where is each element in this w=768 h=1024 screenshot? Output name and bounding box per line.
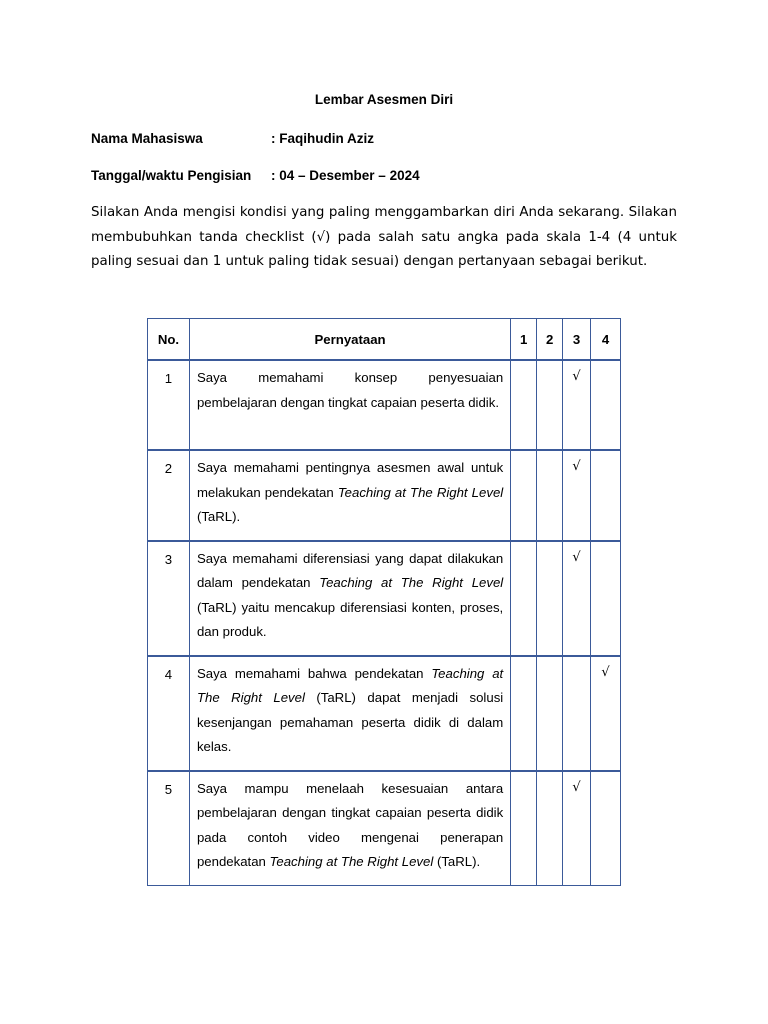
statement-fragment: Saya memahami bahwa pendekatan xyxy=(196,665,432,681)
table-row xyxy=(148,771,621,886)
check-mark-icon: √ xyxy=(572,369,581,384)
score-cell-2[interactable] xyxy=(537,656,563,771)
row-statement xyxy=(189,450,510,541)
statement-text xyxy=(190,772,510,885)
student-name-label: Nama Mahasiswa xyxy=(91,131,203,146)
statement-fragment: (TaRL) yaitu mencakup diferensiasi konten, proses, dan produk. xyxy=(196,599,504,639)
statement-text xyxy=(190,361,510,425)
row-statement xyxy=(189,771,510,886)
header-no: No. xyxy=(148,319,190,361)
row-statement xyxy=(189,360,510,450)
check-mark-icon: √ xyxy=(601,664,610,680)
score-cell-2[interactable] xyxy=(537,450,563,541)
instructions-paragraph: Silakan Anda mengisi kondisi yang paling menggambarkan diri Anda sekarang. Silakan membubuhkan tanda checklist (√) pada salah satu angka pada skala 1-4 (4 untuk paling sesuai dan 1 untuk paling tidak sesuai) dengan pertanyaan sebagai berikut. xyxy=(91,205,677,269)
score-cell-3[interactable] xyxy=(563,360,591,450)
statement-text xyxy=(190,451,510,540)
score-cell-1[interactable] xyxy=(511,656,537,771)
row-number: 2 xyxy=(148,450,190,541)
statement-italic-term: Teaching at The Right Level xyxy=(337,484,504,500)
score-cell-4[interactable] xyxy=(591,360,621,450)
statement-fragment: Saya memahami diferensiasi yang dapat dilakukan dalam pendekatan xyxy=(196,550,504,590)
row-statement xyxy=(189,541,510,656)
score-cell-3[interactable] xyxy=(563,450,591,541)
row-number: 1 xyxy=(148,360,190,450)
row-number: 5 xyxy=(148,771,190,886)
statement-text xyxy=(190,657,510,770)
table-row xyxy=(148,450,621,541)
student-name-row xyxy=(91,131,374,146)
score-cell-4[interactable] xyxy=(591,541,621,656)
statement-fragment: (TaRL) dapat menjadi solusi kesenjangan pemahaman peserta didik di dalam kelas. xyxy=(196,690,504,754)
table-body xyxy=(148,360,621,885)
statement-fragment: (TaRL). xyxy=(196,509,241,524)
score-cell-2[interactable] xyxy=(537,771,563,886)
score-cell-3[interactable] xyxy=(563,771,591,886)
student-name-value: : Faqihudin Aziz xyxy=(271,131,374,146)
score-cell-1[interactable] xyxy=(511,541,537,656)
statement-fragment: Saya mampu menelaah kesesuaian antara pembelajaran dengan tingkat capaian peserta didik pada contoh video mengenai penerapan pendekatan xyxy=(196,780,504,869)
table-header-row xyxy=(148,319,621,361)
score-cell-1[interactable] xyxy=(511,360,537,450)
statement-italic-term: Teaching at The Right Level xyxy=(196,665,504,705)
score-cell-2[interactable] xyxy=(537,360,563,450)
statement-italic-term: Teaching at The Right Level xyxy=(269,854,434,869)
statement-fragment: Saya memahami pentingnya asesmen awal untuk melakukan pendekatan xyxy=(196,460,504,500)
score-cell-3[interactable] xyxy=(563,656,591,771)
header-scale-2: 2 xyxy=(537,319,563,361)
header-scale-1: 1 xyxy=(511,319,537,361)
score-cell-4[interactable] xyxy=(591,450,621,541)
score-cell-4[interactable] xyxy=(591,771,621,886)
row-statement xyxy=(189,656,510,771)
check-mark-icon: √ xyxy=(572,459,581,474)
statement-text xyxy=(190,542,510,655)
check-mark-icon: √ xyxy=(572,549,581,565)
header-statement: Pernyataan xyxy=(189,319,510,361)
row-number: 3 xyxy=(148,541,190,656)
table-row xyxy=(148,656,621,771)
statement-fragment: (TaRL). xyxy=(433,854,481,869)
table-row xyxy=(148,360,621,450)
check-mark-icon: √ xyxy=(572,779,581,795)
document-title: Lembar Asesmen Diri xyxy=(314,92,454,107)
header-scale-4: 4 xyxy=(591,319,621,361)
row-number: 4 xyxy=(148,656,190,771)
score-cell-2[interactable] xyxy=(537,541,563,656)
score-cell-3[interactable] xyxy=(563,541,591,656)
statement-italic-term: Teaching at The Right Level xyxy=(319,575,504,590)
fill-date-row xyxy=(91,168,420,183)
statement-fragment: Saya memahami konsep penyesuaian pembelajaran dengan tingkat capaian peserta didik. xyxy=(196,370,504,410)
table-row xyxy=(148,541,621,656)
score-cell-1[interactable] xyxy=(511,450,537,541)
score-cell-1[interactable] xyxy=(511,771,537,886)
fill-date-value: : 04 – Desember – 2024 xyxy=(271,168,420,183)
fill-date-label: Tanggal/waktu Pengisian xyxy=(91,168,252,183)
score-cell-4[interactable] xyxy=(591,656,621,771)
header-scale-3: 3 xyxy=(563,319,591,361)
assessment-table xyxy=(147,318,621,886)
